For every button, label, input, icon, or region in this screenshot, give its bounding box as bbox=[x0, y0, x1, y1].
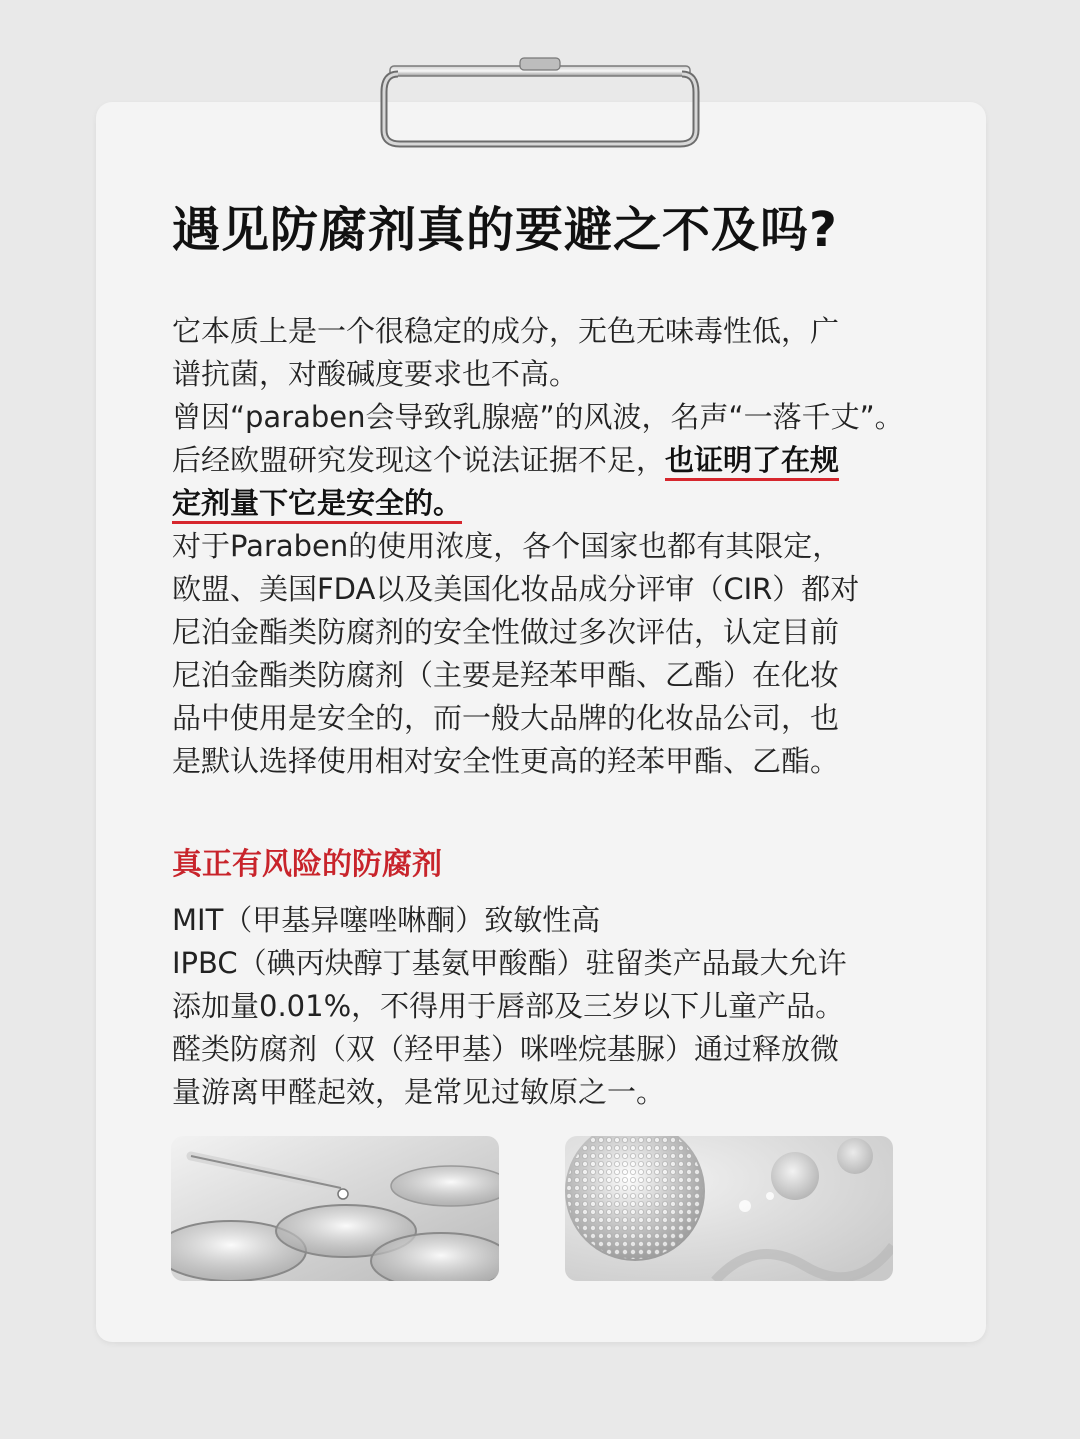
clipboard-clip-icon bbox=[380, 52, 700, 152]
article bbox=[172, 190, 912, 1114]
text-line bbox=[172, 482, 912, 525]
text-line: 谱抗菌，对酸碱度要求也不高。 bbox=[172, 357, 579, 391]
text-line: 量游离甲醛起效，是常见过敏原之一。 bbox=[172, 1075, 666, 1109]
text-line bbox=[172, 439, 912, 482]
text-plain: 后经欧盟研究发现这个说法证据不足， bbox=[172, 443, 666, 477]
text-line: IPBC（碘丙炔醇丁基氨甲酸酯）驻留类产品最大允许 bbox=[172, 946, 847, 980]
microscopic-cell-photo bbox=[565, 1136, 893, 1281]
page-title: 遇见防腐剂真的要避之不及吗? bbox=[172, 202, 838, 258]
highlight-text: 定剂量下它是安全的。 bbox=[172, 486, 462, 524]
text-line: 尼泊金酯类防腐剂（主要是羟苯甲酯、乙酯）在化妆 bbox=[172, 658, 840, 692]
section-heading: 真正有风险的防腐剂 bbox=[172, 847, 442, 882]
text-line: 欧盟、美国FDA以及美国化妆品成分评审（CIR）都对 bbox=[172, 572, 860, 606]
text-line: 曾因“paraben会导致乳腺癌”的风波，名声“一落千丈”。 bbox=[172, 400, 904, 434]
risk-paragraph bbox=[172, 899, 912, 1114]
text-line: MIT（甲基异噻唑啉酮）致敏性高 bbox=[172, 903, 601, 937]
highlight-text: 也证明了在规 bbox=[665, 443, 839, 481]
text-line: 它本质上是一个很稳定的成分，无色无味毒性低，广 bbox=[172, 314, 840, 348]
text-line: 添加量0.01%，不得用于唇部及三岁以下儿童产品。 bbox=[172, 989, 845, 1023]
petri-dish-pipette-photo bbox=[171, 1136, 499, 1281]
text-line: 对于Paraben的使用浓度，各个国家也都有其限定， bbox=[172, 529, 842, 563]
text-line: 醛类防腐剂（双（羟甲基）咪唑烷基脲）通过释放微 bbox=[172, 1032, 840, 1066]
text-line: 是默认选择使用相对安全性更高的羟苯甲酯、乙酯。 bbox=[172, 744, 840, 778]
text-line: 品中使用是安全的，而一般大品牌的化妆品公司，也 bbox=[172, 701, 840, 735]
intro-paragraph bbox=[172, 310, 912, 783]
text-line: 尼泊金酯类防腐剂的安全性做过多次评估，认定目前 bbox=[172, 615, 840, 649]
